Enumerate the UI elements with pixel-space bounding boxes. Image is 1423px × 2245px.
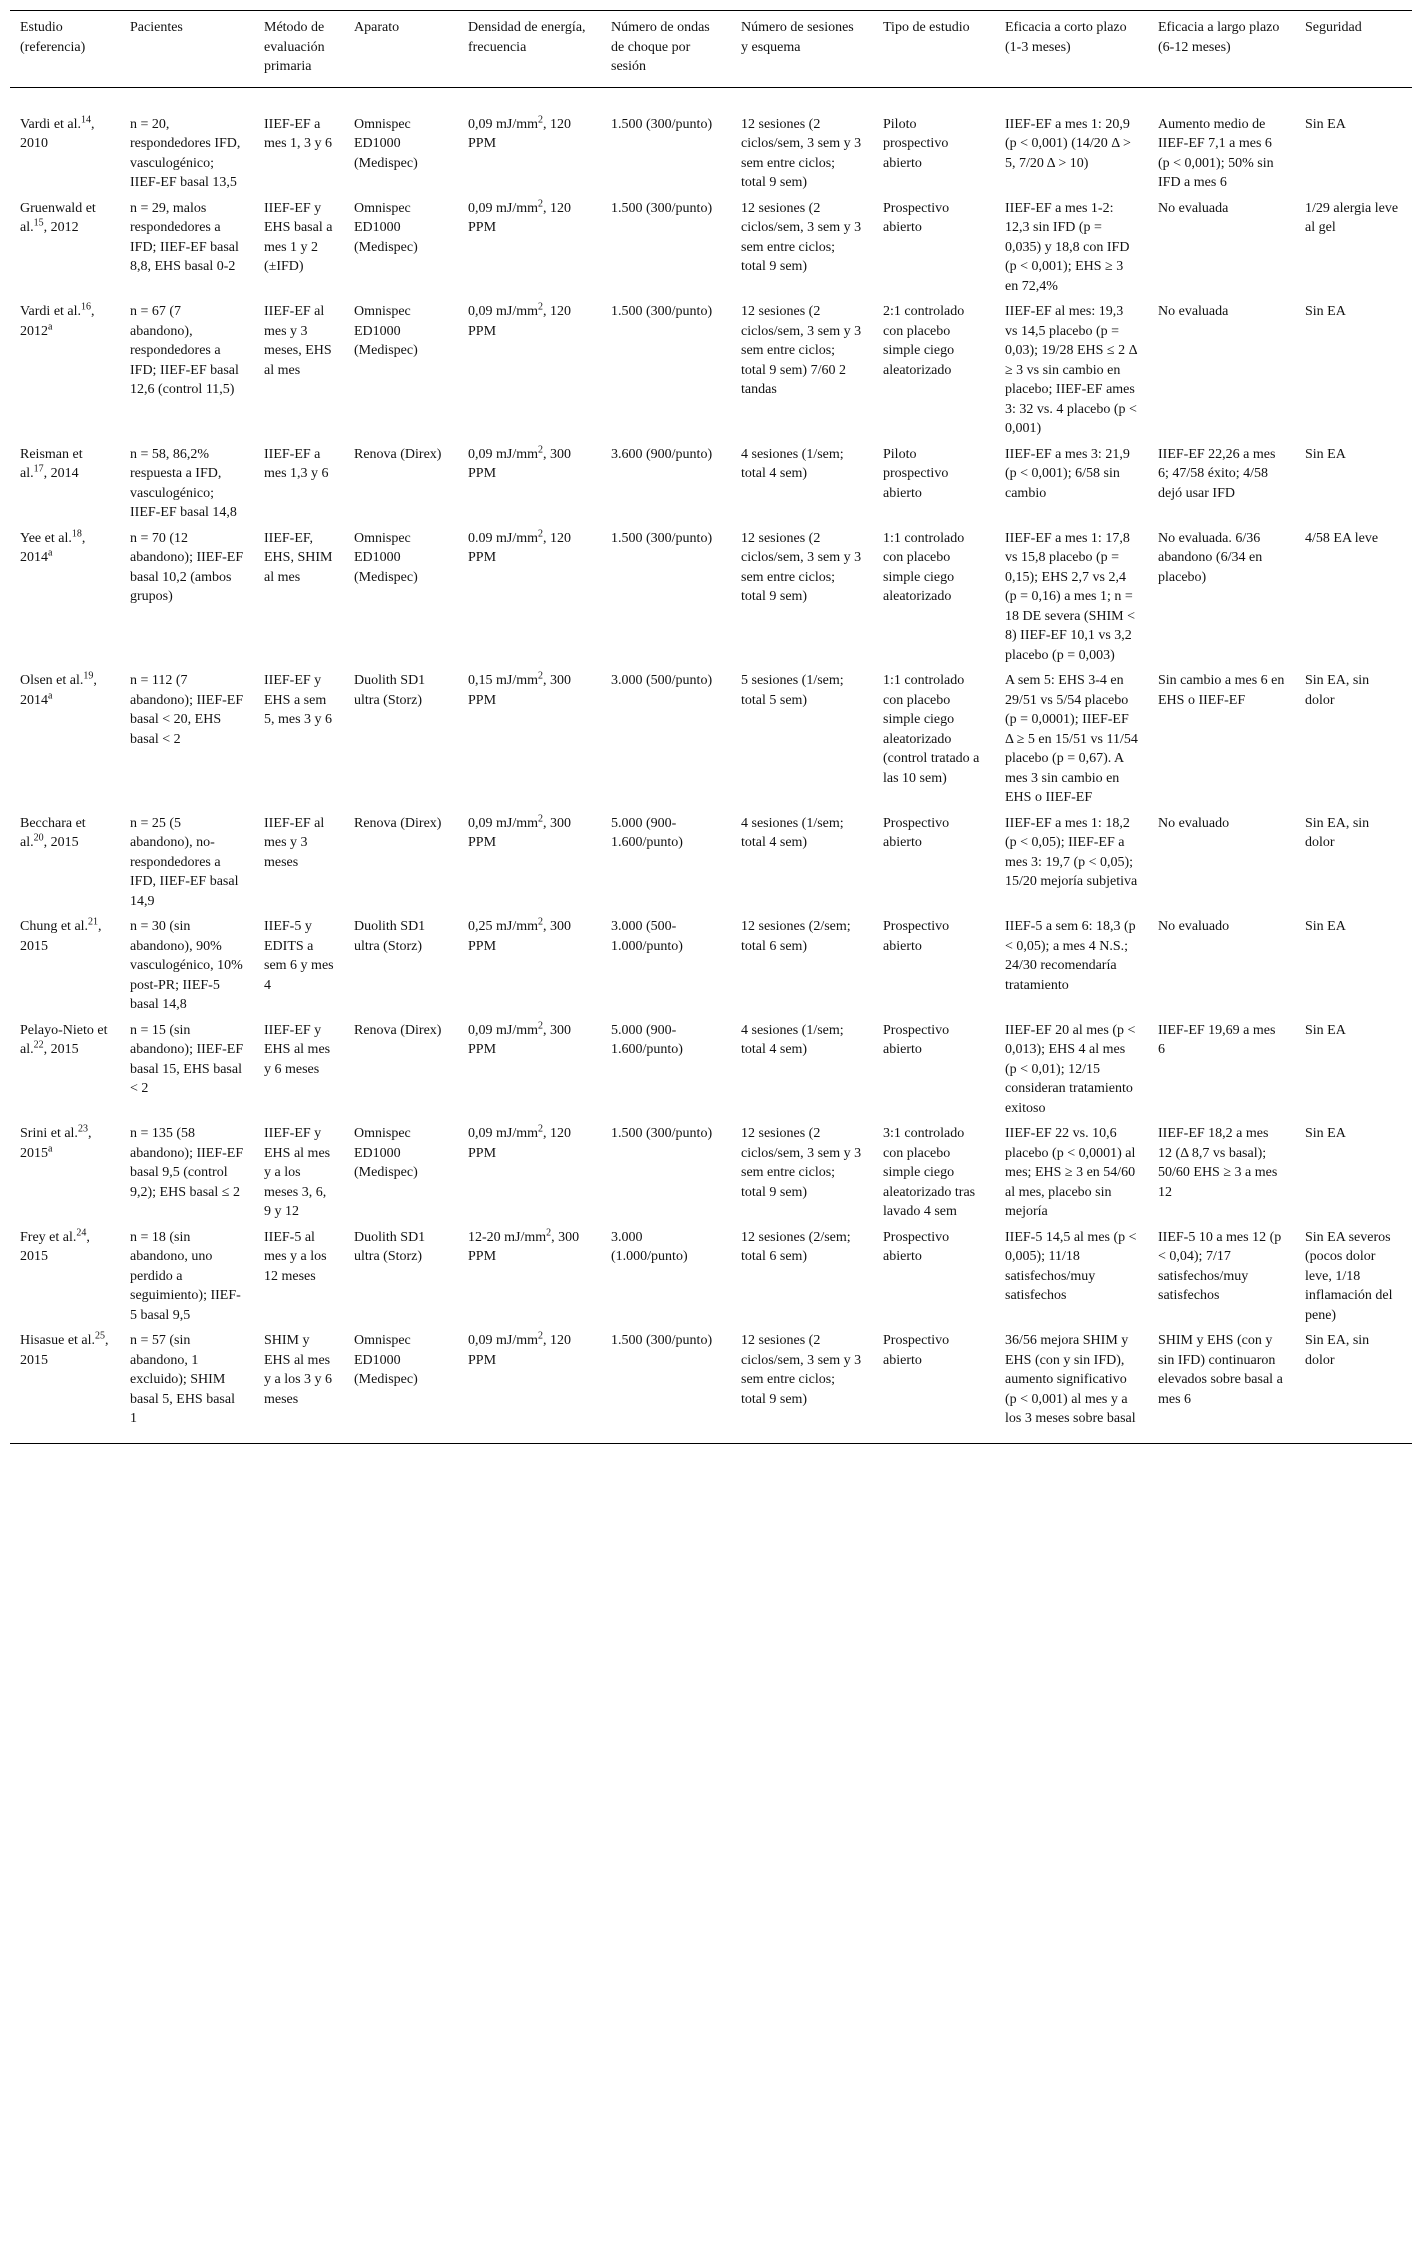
waves-cell: 1.500 (300/punto) xyxy=(611,304,713,319)
header-short-term: Eficacia a corto plazo (1-3 meses) xyxy=(995,11,1148,88)
long-term-cell: Sin cambio a mes 6 en EHS o IIEF-EF xyxy=(1158,673,1285,708)
study-type-cell: Prospectivo abierto xyxy=(883,919,950,954)
header-safety: Seguridad xyxy=(1295,11,1412,88)
device-cell: Omnispec ED1000 (Medispec) xyxy=(354,1126,418,1180)
table-row xyxy=(10,1331,1412,1443)
energy-unit-exponent: 2 xyxy=(538,1019,544,1031)
device-cell: Renova (Direx) xyxy=(354,446,442,462)
energy-unit-exponent: 2 xyxy=(538,916,544,928)
safety-cell: Sin EA, sin dolor xyxy=(1305,815,1370,850)
study-year: , 2015 xyxy=(20,1333,109,1368)
study-type-cell: Piloto prospectivo abierto xyxy=(883,446,949,501)
study-year: , 2015 xyxy=(43,1042,79,1057)
study-cell xyxy=(10,1021,120,1125)
energy-value: 0,09 mJ/mm xyxy=(468,446,539,462)
method-cell: IIEF-EF a mes 1,3 y 6 xyxy=(264,446,329,481)
sessions-cell: 12 sesiones (2 ciclos/sem, 3 sem y 3 sem entre ciclos; total 9 sem) xyxy=(731,1331,873,1443)
short-term-cell: IIEF-EF a mes 1: 18,2 (p < 0,05); IIEF-EF a mes 3: 19,7 (p < 0,05); 15/20 mejoría subjetiva xyxy=(1005,815,1138,889)
energy-unit-exponent: 2 xyxy=(538,812,544,824)
study-reference: 14 xyxy=(81,113,92,125)
study-year: , 2015 xyxy=(20,919,102,954)
study-footnote-mark: a xyxy=(48,1142,53,1154)
study-reference: 18 xyxy=(71,527,82,539)
energy-cell xyxy=(458,529,601,672)
study-author: Vardi et al. xyxy=(20,304,82,319)
energy-cell xyxy=(458,1228,601,1332)
energy-frequency: , 120 PPM xyxy=(468,1333,572,1368)
table-row xyxy=(10,87,1412,199)
energy-frequency: , 300 PPM xyxy=(468,673,572,708)
patients-cell: n = 112 (7 abandono); IIEF-EF basal < 20, EHS basal < 2 xyxy=(130,673,244,747)
energy-value: 0,09 mJ/mm xyxy=(468,200,539,216)
table-row xyxy=(10,671,1412,814)
study-reference: 20 xyxy=(33,832,44,844)
energy-frequency: , 120 PPM xyxy=(468,304,572,339)
study-reference: 25 xyxy=(95,1330,106,1342)
safety-cell: Sin EA xyxy=(1305,1126,1346,1141)
long-term-cell: No evaluado xyxy=(1158,815,1230,831)
energy-frequency: , 300 PPM xyxy=(468,919,572,954)
table-row xyxy=(10,1021,1412,1125)
study-type-cell: Prospectivo abierto xyxy=(873,1331,995,1443)
short-term-cell: IIEF-5 a sem 6: 18,3 (p < 0,05); a mes 4 N.S.; 24/30 recomendaría tratamiento xyxy=(1005,919,1136,993)
study-type-cell: Prospectivo abierto xyxy=(883,815,950,850)
patients-cell: n = 25 (5 abandono), no-respondedores a IFD, IIEF-EF basal 14,9 xyxy=(130,815,239,909)
long-term-cell: Aumento medio de IIEF-EF 7,1 a mes 6 (p < 0,001); 50% sin IFD a mes 6 xyxy=(1158,116,1274,190)
patients-cell: n = 67 (7 abandono), respondedores a IFD; IIEF-EF basal 12,6 (control 11,5) xyxy=(130,304,239,397)
study-cell xyxy=(10,1331,120,1443)
waves-cell: 3.000 (500-1.000/punto) xyxy=(611,919,683,954)
table-row xyxy=(10,445,1412,529)
waves-cell: 3.000 (500/punto) xyxy=(611,673,713,688)
header-energy: Densidad de energía, frecuencia xyxy=(458,11,601,88)
study-reference: 17 xyxy=(33,463,44,475)
study-cell xyxy=(10,302,120,445)
study-footnote-mark: a xyxy=(48,547,53,559)
table-body xyxy=(10,87,1412,1443)
study-year: , 2012 xyxy=(20,304,95,339)
sessions-cell: 4 sesiones (1/sem; total 4 sem) xyxy=(741,1022,844,1057)
study-year: , 2010 xyxy=(20,116,95,151)
study-type-cell: 1:1 controlado con placebo simple ciego aleatorizado xyxy=(883,530,965,604)
short-term-cell: IIEF-5 14,5 al mes (p < 0,005); 11/18 satisfechos/muy satisfechos xyxy=(1005,1229,1137,1303)
waves-cell: 5.000 (900-1.600/punto) xyxy=(611,815,683,850)
safety-cell: Sin EA xyxy=(1305,446,1346,462)
energy-frequency: , 300 PPM xyxy=(468,815,572,850)
study-reference: 23 xyxy=(77,1123,88,1135)
study-cell xyxy=(10,917,120,1021)
study-year: , 2014 xyxy=(20,530,86,565)
energy-value: 0.09 mJ/mm xyxy=(468,530,539,546)
short-term-cell: IIEF-EF a mes 3: 21,9 (p < 0,001); 6/58 sin cambio xyxy=(1005,446,1130,501)
energy-cell xyxy=(458,87,601,199)
energy-frequency: , 120 PPM xyxy=(468,200,572,235)
energy-unit-exponent: 2 xyxy=(546,1226,552,1238)
long-term-cell: No evaluado xyxy=(1158,919,1230,934)
study-cell xyxy=(10,1228,120,1332)
short-term-cell: IIEF-EF a mes 1: 17,8 vs 15,8 placebo (p = 0,15); EHS 2,7 vs 2,4 (p = 0,16) a mes 1; n = 18 DE severa (SHIM < 8) IIEF-EF 10,1 vs 3,2 placebo (p = 0,003) xyxy=(1005,530,1135,663)
study-year: , 2012 xyxy=(43,220,79,235)
energy-cell xyxy=(458,671,601,814)
energy-cell xyxy=(458,814,601,918)
method-cell: IIEF-5 y EDITS a sem 6 y mes 4 xyxy=(264,919,334,993)
header-row xyxy=(10,11,1412,88)
energy-cell xyxy=(458,302,601,445)
study-author: Becchara et al. xyxy=(20,815,86,850)
method-cell: IIEF-EF y EHS al mes y a los meses 3, 6, 9 y 12 xyxy=(264,1126,331,1219)
table-row xyxy=(10,1124,1412,1228)
study-year: , 2014 xyxy=(43,466,79,481)
study-footnote-mark: a xyxy=(48,689,53,701)
study-cell xyxy=(10,671,120,814)
energy-frequency: , 300 PPM xyxy=(468,1022,572,1057)
safety-cell: 1/29 alergia leve al gel xyxy=(1305,200,1399,235)
study-footnote-mark: a xyxy=(48,320,53,332)
safety-cell: Sin EA xyxy=(1305,919,1346,934)
device-cell: Omnispec ED1000 (Medispec) xyxy=(354,116,418,171)
long-term-cell: No evaluada xyxy=(1158,200,1229,216)
method-cell: IIEF-EF al mes y 3 meses, EHS al mes xyxy=(264,304,332,378)
energy-unit-exponent: 2 xyxy=(538,1330,544,1342)
sessions-cell: 12 sesiones (2 ciclos/sem, 3 sem y 3 sem entre ciclos; total 9 sem) xyxy=(741,116,862,190)
energy-value: 0,15 mJ/mm xyxy=(468,673,539,688)
energy-value: 0,09 mJ/mm xyxy=(468,304,539,319)
method-cell: IIEF-EF y EHS a sem 5, mes 3 y 6 xyxy=(264,673,333,727)
method-cell: IIEF-EF y EHS al mes y 6 meses xyxy=(264,1022,331,1077)
method-cell: SHIM y EHS al mes y a los 3 y 6 meses xyxy=(254,1331,344,1443)
energy-frequency: , 120 PPM xyxy=(468,530,572,565)
study-author: Srini et al. xyxy=(20,1126,78,1141)
header-study: Estudio (referencia) xyxy=(10,11,120,88)
safety-cell: 4/58 EA leve xyxy=(1305,530,1379,546)
energy-cell xyxy=(458,445,601,529)
energy-frequency: , 300 PPM xyxy=(468,446,572,481)
study-cell xyxy=(10,199,120,303)
study-cell xyxy=(10,529,120,672)
study-author: Frey et al. xyxy=(20,1229,77,1245)
study-reference: 19 xyxy=(83,670,94,682)
study-cell xyxy=(10,814,120,918)
patients-cell: n = 20, respondedores IFD, vasculogénico; IIEF-EF basal 13,5 xyxy=(130,116,241,190)
sessions-cell: 4 sesiones (1/sem; total 4 sem) xyxy=(741,446,844,481)
study-reference: 15 xyxy=(33,217,44,229)
study-year: , 2015 xyxy=(43,835,79,850)
energy-value: 0,09 mJ/mm xyxy=(468,815,539,831)
energy-unit-exponent: 2 xyxy=(538,113,544,125)
energy-unit-exponent: 2 xyxy=(538,670,544,682)
safety-cell: Sin EA, sin dolor xyxy=(1295,1331,1412,1443)
device-cell: Duolith SD1 ultra (Storz) xyxy=(354,919,426,954)
study-author: Gruenwald et al. xyxy=(20,200,96,235)
table-row xyxy=(10,1228,1412,1332)
table-header xyxy=(10,11,1412,88)
device-cell: Omnispec ED1000 (Medispec) xyxy=(354,200,418,255)
energy-cell xyxy=(458,1124,601,1228)
long-term-cell: No evaluada xyxy=(1158,304,1229,319)
waves-cell: 3.000 (1.000/punto) xyxy=(611,1229,688,1264)
patients-cell: n = 58, 86,2% respuesta a IFD, vasculogénico; IIEF-EF basal 14,8 xyxy=(130,446,237,520)
table-row xyxy=(10,199,1412,303)
studies-table xyxy=(10,10,1412,1444)
energy-value: 0,25 mJ/mm xyxy=(468,919,539,934)
study-reference: 16 xyxy=(81,301,92,313)
study-author: Chung et al. xyxy=(20,919,89,934)
device-cell: Duolith SD1 ultra (Storz) xyxy=(354,1229,426,1264)
long-term-cell: IIEF-EF 18,2 a mes 12 (Δ 8,7 vs basal); 50/60 EHS ≥ 3 a mes 12 xyxy=(1158,1126,1278,1200)
study-reference: 21 xyxy=(88,916,99,928)
long-term-cell: IIEF-EF 22,26 a mes 6; 47/58 éxito; 4/58 dejó usar IFD xyxy=(1158,446,1276,501)
study-cell xyxy=(10,445,120,529)
method-cell: IIEF-EF a mes 1, 3 y 6 xyxy=(264,116,333,151)
method-cell: IIEF-EF al mes y 3 meses xyxy=(264,815,325,870)
study-year: , 2015 xyxy=(20,1229,90,1264)
method-cell: IIEF-EF, EHS, SHIM al mes xyxy=(264,530,333,585)
sessions-cell: 12 sesiones (2 ciclos/sem, 3 sem y 3 sem entre ciclos; total 9 sem) xyxy=(741,200,862,274)
study-cell xyxy=(10,87,120,199)
study-type-cell: 3:1 controlado con placebo simple ciego aleatorizado tras lavado 4 sem xyxy=(883,1126,976,1219)
device-cell: Omnispec ED1000 (Medispec) xyxy=(344,1331,458,1443)
energy-unit-exponent: 2 xyxy=(538,197,544,209)
patients-cell: n = 57 (sin abandono, 1 excluido); SHIM basal 5, EHS basal 1 xyxy=(120,1331,254,1443)
short-term-cell: IIEF-EF a mes 1-2: 12,3 sin IFD (p = 0,035) y 18,8 con IFD (p < 0,001); EHS ≥ 3 en 72,4% xyxy=(1005,200,1130,294)
study-year: , 2014 xyxy=(20,673,97,708)
energy-cell xyxy=(458,199,601,303)
study-author: Reisman et al. xyxy=(20,446,83,481)
study-author: Yee et al. xyxy=(20,530,72,546)
method-cell: IIEF-5 al mes y a los 12 meses xyxy=(264,1229,327,1284)
patients-cell: n = 29, malos respondedores a IFD; IIEF-EF basal 8,8, EHS basal 0-2 xyxy=(130,200,239,274)
energy-frequency: , 300 PPM xyxy=(468,1229,580,1264)
study-author: Vardi et al. xyxy=(20,116,82,132)
study-reference: 22 xyxy=(33,1039,44,1051)
safety-cell: Sin EA xyxy=(1305,304,1346,319)
study-author: Olsen et al. xyxy=(20,673,84,688)
header-long-term: Eficacia a largo plazo (6-12 meses) xyxy=(1148,11,1295,88)
short-term-cell: IIEF-EF a mes 1: 20,9 (p < 0,001) (14/20 Δ > 5, 7/20 Δ > 10) xyxy=(1005,116,1131,171)
sessions-cell: 4 sesiones (1/sem; total 4 sem) xyxy=(741,815,844,850)
method-cell: IIEF-EF y EHS basal a mes 1 y 2 (±IFD) xyxy=(264,200,333,274)
table-row xyxy=(10,529,1412,672)
energy-unit-exponent: 2 xyxy=(538,1123,544,1135)
patients-cell: n = 15 (sin abandono); IIEF-EF basal 15, EHS basal < 2 xyxy=(130,1022,244,1096)
study-type-cell: Prospectivo abierto xyxy=(883,1229,950,1264)
long-term-cell: IIEF-EF 19,69 a mes 6 xyxy=(1158,1022,1276,1057)
sessions-cell: 5 sesiones (1/sem; total 5 sem) xyxy=(741,673,844,708)
short-term-cell: IIEF-EF al mes: 19,3 vs 14,5 placebo (p = 0,03); 19/28 EHS ≤ 2 Δ ≥ 3 vs sin cambio en placebo; IIEF-EF ames 3: 32 vs. 4 placebo (p < 0,001) xyxy=(1005,304,1137,436)
header-patients: Pacientes xyxy=(120,11,254,88)
study-year: , 2015 xyxy=(20,1126,92,1161)
energy-cell xyxy=(458,917,601,1021)
waves-cell: 1.500 (300/punto) xyxy=(611,530,713,546)
waves-cell: 1.500 (300/punto) xyxy=(611,1126,713,1141)
waves-cell: 1.500 (300/punto) xyxy=(611,116,713,132)
header-device: Aparato xyxy=(344,11,458,88)
energy-frequency: , 120 PPM xyxy=(468,1126,572,1161)
safety-cell: Sin EA xyxy=(1305,116,1346,132)
study-type-cell: Prospectivo abierto xyxy=(883,200,950,235)
energy-value: 0,09 mJ/mm xyxy=(468,1333,539,1348)
waves-cell: 1.500 (300/punto) xyxy=(601,1331,731,1443)
header-waves: Número de ondas de choque por sesión xyxy=(601,11,731,88)
short-term-cell: IIEF-EF 22 vs. 10,6 placebo (p < 0,0001) al mes; EHS ≥ 3 en 54/60 al mes, placebo sin mejoría xyxy=(1005,1126,1136,1219)
energy-value: 0,09 mJ/mm xyxy=(468,1126,539,1141)
waves-cell: 5.000 (900-1.600/punto) xyxy=(611,1022,683,1057)
table-row xyxy=(10,814,1412,918)
sessions-cell: 12 sesiones (2 ciclos/sem, 3 sem y 3 sem entre ciclos; total 9 sem) 7/60 2 tandas xyxy=(741,304,862,397)
device-cell: Renova (Direx) xyxy=(354,815,442,831)
patients-cell: n = 135 (58 abandono); IIEF-EF basal 9,5 (control 9,2); EHS basal ≤ 2 xyxy=(130,1126,244,1200)
study-cell xyxy=(10,1124,120,1228)
waves-cell: 3.600 (900/punto) xyxy=(611,446,713,462)
study-type-cell: Prospectivo abierto xyxy=(883,1022,950,1057)
energy-unit-exponent: 2 xyxy=(538,443,544,455)
energy-value: 0,09 mJ/mm xyxy=(468,116,539,132)
header-type: Tipo de estudio xyxy=(873,11,995,88)
sessions-cell: 12 sesiones (2 ciclos/sem, 3 sem y 3 sem entre ciclos; total 9 sem) xyxy=(741,1126,862,1200)
table-row xyxy=(10,302,1412,445)
short-term-cell: A sem 5: EHS 3-4 en 29/51 vs 5/54 placebo (p = 0,0001); IIEF-EF Δ ≥ 5 en 15/51 vs 11/54 placebo (p = 0,67). A mes 3 sin cambio en EHS o IIEF-EF xyxy=(1005,673,1138,805)
device-cell: Omnispec ED1000 (Medispec) xyxy=(354,304,418,358)
long-term-cell: No evaluada. 6/36 abandono (6/34 en placebo) xyxy=(1158,530,1263,585)
study-author: Hisasue et al. xyxy=(20,1333,96,1348)
energy-frequency: , 120 PPM xyxy=(468,116,572,151)
patients-cell: n = 70 (12 abandono); IIEF-EF basal 10,2 (ambos grupos) xyxy=(130,530,244,604)
patients-cell: n = 18 (sin abandono, uno perdido a seguimiento); IIEF-5 basal 9,5 xyxy=(130,1229,241,1323)
device-cell: Omnispec ED1000 (Medispec) xyxy=(354,530,418,585)
safety-cell: Sin EA, sin dolor xyxy=(1305,673,1370,708)
energy-value: 0,09 mJ/mm xyxy=(468,1022,539,1038)
long-term-cell: SHIM y EHS (con y sin IFD) continuaron elevados sobre basal a mes 6 xyxy=(1148,1331,1295,1443)
table-row xyxy=(10,917,1412,1021)
patients-cell: n = 30 (sin abandono), 90% vasculogénico, 10% post-PR; IIEF-5 basal 14,8 xyxy=(130,919,243,1012)
device-cell: Renova (Direx) xyxy=(354,1022,442,1038)
study-type-cell: 1:1 controlado con placebo simple ciego aleatorizado (control tratado a las 10 sem) xyxy=(883,673,980,786)
study-reference: 24 xyxy=(76,1226,87,1238)
energy-cell xyxy=(458,1331,601,1443)
energy-cell xyxy=(458,1021,601,1125)
header-method: Método de evaluación primaria xyxy=(254,11,344,88)
short-term-cell: IIEF-EF 20 al mes (p < 0,013); EHS 4 al mes (p < 0,01); 12/15 consideran tratamiento exitoso xyxy=(1005,1022,1136,1116)
safety-cell: Sin EA severos (pocos dolor leve, 1/18 inflamación del pene) xyxy=(1305,1229,1393,1323)
energy-value: 12-20 mJ/mm xyxy=(468,1229,547,1245)
header-sessions: Número de sesiones y esquema xyxy=(731,11,873,88)
short-term-cell: 36/56 mejora SHIM y EHS (con y sin IFD), aumento significativo (p < 0,001) al mes y a los 3 meses sobre basal xyxy=(995,1331,1148,1443)
sessions-cell: 12 sesiones (2/sem; total 6 sem) xyxy=(741,919,851,954)
device-cell: Duolith SD1 ultra (Storz) xyxy=(354,673,426,708)
energy-unit-exponent: 2 xyxy=(538,301,544,313)
long-term-cell: IIEF-5 10 a mes 12 (p < 0,04); 7/17 satisfechos/muy satisfechos xyxy=(1158,1229,1282,1303)
energy-unit-exponent: 2 xyxy=(538,527,544,539)
safety-cell: Sin EA xyxy=(1305,1022,1346,1038)
study-type-cell: Piloto prospectivo abierto xyxy=(883,116,949,171)
waves-cell: 1.500 (300/punto) xyxy=(611,200,713,216)
sessions-cell: 12 sesiones (2/sem; total 6 sem) xyxy=(741,1229,851,1264)
study-type-cell: 2:1 controlado con placebo simple ciego aleatorizado xyxy=(883,304,965,378)
sessions-cell: 12 sesiones (2 ciclos/sem, 3 sem y 3 sem entre ciclos; total 9 sem) xyxy=(741,530,862,604)
study-author: Pelayo-Nieto et al. xyxy=(20,1022,108,1057)
